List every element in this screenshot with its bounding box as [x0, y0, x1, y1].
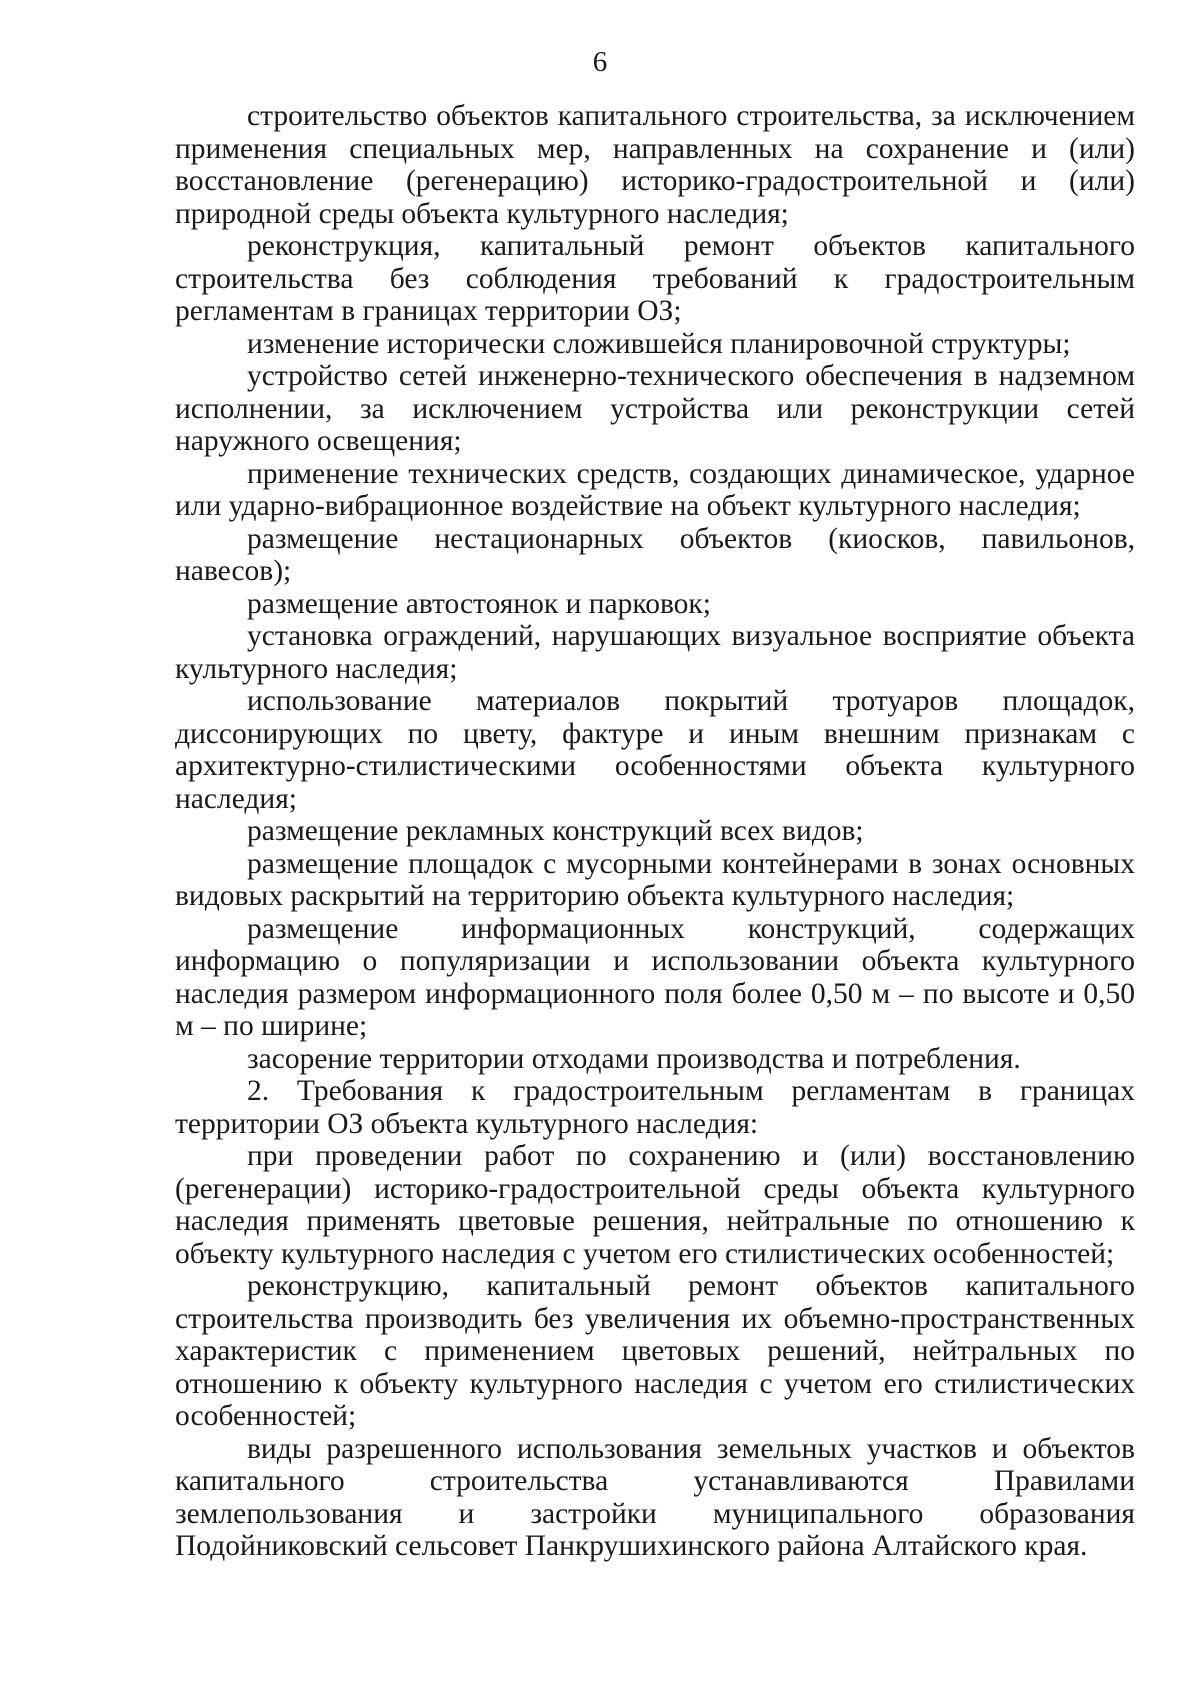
paragraph-12: размещение информационных конструкций, содержащих информацию о популяризации и использовании объекта культурного наследия размером информационного поля более 0,50 м – по высоте и 0,50 м – по ширине; — [175, 912, 1135, 1042]
paragraph-8: установка ограждений, нарушающих визуальное восприятие объекта культурного наследия; — [175, 620, 1135, 685]
paragraph-5: применение технических средств, создающих динамическое, ударное или ударно-вибрационное воздействие на объект культурного наследия; — [175, 457, 1135, 522]
paragraph-9: использование материалов покрытий тротуаров площадок, диссонирующих по цвету, фактуре и иным внешним признакам с архитектурно-стилистическими особенностями объекта культурного наследия; — [175, 685, 1135, 815]
paragraph-15: при проведении работ по сохранению и (или) восстановлению (регенерации) историко-градостроительной среды объекта культурного наследия применять цветовые решения, нейтральные по отношению к объекту культурного наследия с учетом его стилистических особенностей; — [175, 1140, 1135, 1270]
paragraph-13: засорение территории отходами производства и потребления. — [247, 1042, 1021, 1075]
document-body — [175, 100, 1135, 1563]
paragraph-7: размещение автостоянок и парковок; — [247, 587, 711, 620]
paragraph-11: размещение площадок с мусорными контейнерами в зонах основных видовых раскрытий на территорию объекта культурного наследия; — [175, 847, 1135, 912]
paragraph-16: реконструкцию, капитальный ремонт объектов капитального строительства производить без увеличения их объемно-пространственных характеристик с применением цветовых решений, нейтральных по отношению к объекту культурного наследия с учетом его стилистических особенностей; — [175, 1270, 1135, 1432]
paragraph-2: реконструкция, капитальный ремонт объектов капитального строительства без соблюдения требований к градостроительным регламентам в границах территории ОЗ; — [175, 230, 1135, 327]
paragraph-6: размещение нестационарных объектов (киосков, павильонов, навесов); — [175, 522, 1135, 587]
paragraph-4: устройство сетей инженерно-технического обеспечения в надземном исполнении, за исключением устройства или реконструкции сетей наружного освещения; — [175, 360, 1135, 457]
paragraph-3: изменение исторически сложившейся планировочной структуры; — [247, 327, 1071, 360]
paragraph-1: строительство объектов капитального строительства, за исключением применения специальных мер, направленных на сохранение и (или) восстановление (регенерацию) историко-градостроительной и (или) природной среды объекта культурного наследия; — [175, 100, 1135, 230]
page-number: 6 — [592, 46, 608, 78]
paragraph-14: 2. Требования к градостроительным регламентам в границах территории ОЗ объекта культурного наследия: — [175, 1075, 1135, 1140]
paragraph-10: размещение рекламных конструкций всех видов; — [247, 815, 864, 847]
paragraph-17: виды разрешенного использования земельных участков и объектов капитального строительства устанавливаются Правилами землепользования и застройки муниципального образования Подойниковский сельсовет Панкрушихинского района Алтайского края. — [175, 1432, 1135, 1562]
